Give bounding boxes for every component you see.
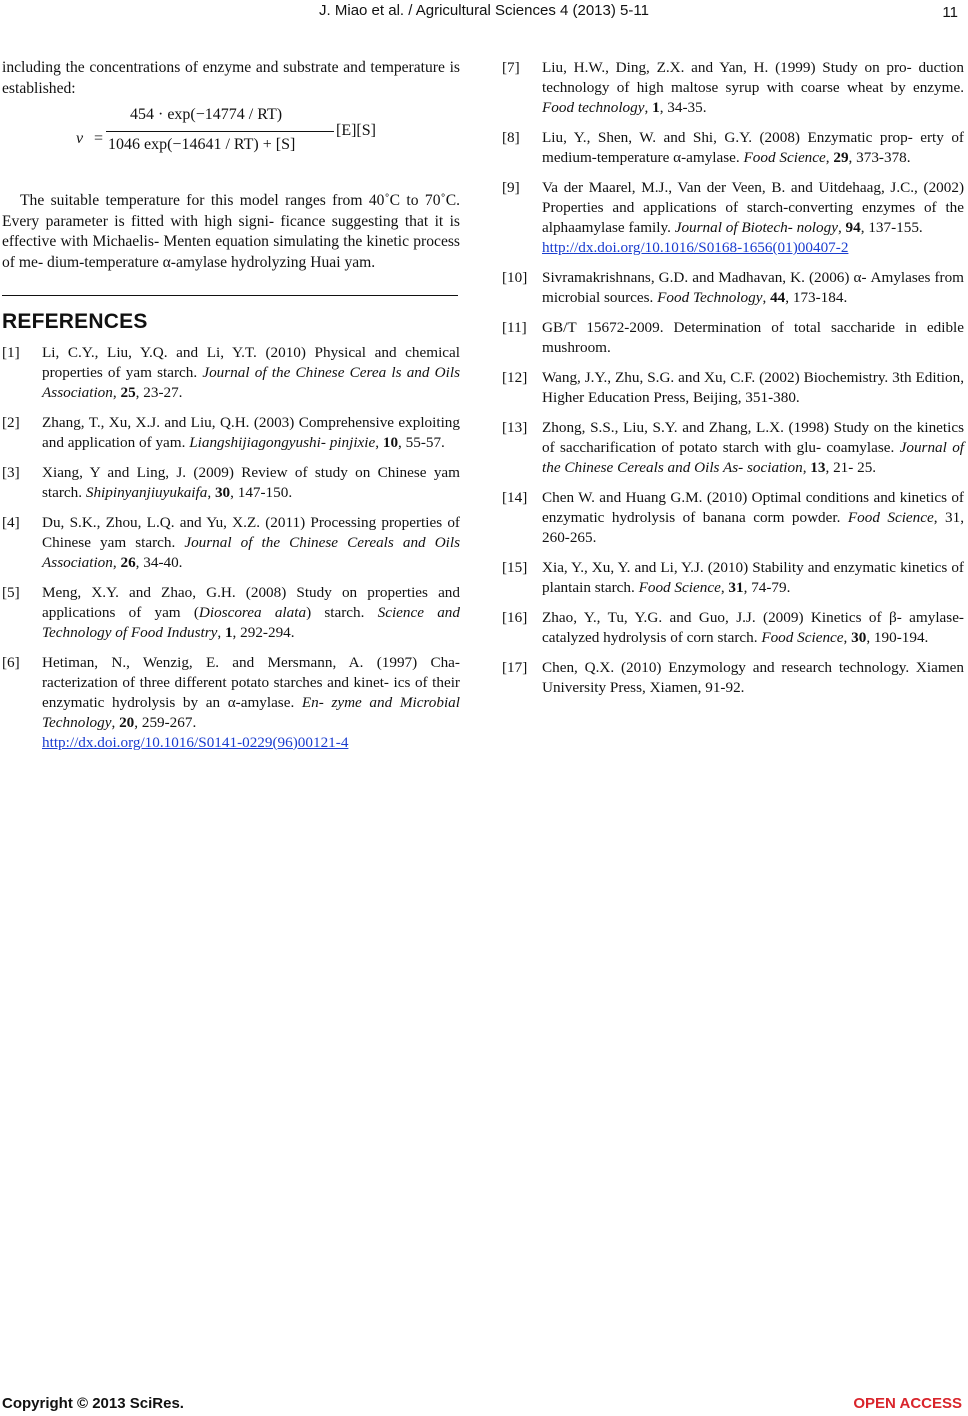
reference-pages: , 34-40.: [135, 553, 183, 571]
reference-entry: [502, 178, 964, 258]
reference-number: [16]: [502, 609, 528, 626]
reference-pages: , 23-27.: [135, 383, 183, 401]
reference-number: [6]: [2, 653, 20, 671]
rate-equation: [2, 105, 460, 179]
reference-entry: [2, 343, 460, 403]
copyright-notice: Copyright © 2013 SciRes.: [2, 1395, 184, 1412]
reference-pages: , 55-57.: [398, 433, 445, 451]
reference-volume: 25: [120, 383, 136, 401]
reference-authors-title: Sivramakrishnans, G.D. and Madhavan, K. (2006) α- Amylases from microbial sources.: [542, 269, 964, 306]
header-citation: J. Miao et al. / Agricultural Sciences 4 (2013) 5-11: [319, 2, 649, 19]
reference-entry: [502, 418, 964, 478]
reference-separator: ,: [111, 713, 120, 731]
reference-number: [1]: [2, 343, 20, 361]
reference-volume: 20: [119, 713, 135, 731]
doi-link[interactable]: http://dx.doi.org/10.1016/S0141-0229(96)00121-4: [42, 733, 349, 751]
reference-volume: 1: [652, 99, 660, 116]
equation-denominator: 1046 exp(−14641 / RT) + [S]: [108, 136, 296, 153]
running-header: [0, 2, 968, 26]
references-list-right: [502, 58, 964, 698]
reference-separator: ,: [843, 629, 852, 646]
reference-volume: 26: [120, 553, 136, 571]
page-number: 11: [942, 4, 958, 21]
reference-number: [10]: [502, 269, 528, 286]
reference-pages: , 137-155.: [860, 219, 923, 236]
reference-journal: Shipinyanjiuyukaifa: [85, 483, 208, 501]
reference-journal: Food Science: [638, 579, 721, 596]
reference-pages: , 34-35.: [659, 99, 707, 116]
reference-number: [11]: [502, 319, 527, 336]
reference-volume: 10: [382, 433, 399, 451]
reference-authors-title: Zhang, T., Xu, X.J. and Liu, Q.H. (2003) Comprehensive exploiting and application of yam.: [42, 413, 460, 451]
reference-entry: [2, 513, 460, 573]
reference-journal: En- zyme and Microbial Technology: [42, 693, 460, 731]
reference-journal: Food Science: [761, 629, 844, 646]
intro-paragraph: including the concentrations of enzyme and substrate and temperature is established:: [2, 59, 460, 97]
reference-volume: 30: [851, 629, 867, 646]
fraction-bar: [106, 131, 334, 132]
reference-separator: ,: [825, 149, 834, 166]
reference-journal: Science and Technology of Food Industry: [42, 603, 460, 641]
reference-entry: [502, 658, 964, 698]
reference-volume: 29: [833, 149, 849, 166]
reference-separator: ) starch.: [306, 603, 378, 621]
reference-pages: , 259-267.: [134, 713, 197, 731]
reference-number: [15]: [502, 559, 528, 576]
reference-authors-title: Du, S.K., Zhou, L.Q. and Yu, X.Z. (2011) Processing properties of Chinese yam starch.: [42, 513, 460, 551]
reference-number: [9]: [502, 179, 520, 196]
references-heading: REFERENCES: [2, 310, 148, 333]
reference-pages: , 373-378.: [848, 149, 911, 166]
reference-entry: [2, 463, 460, 503]
reference-entry: [502, 58, 964, 118]
references-list-left: [2, 343, 460, 753]
conclusion-paragraph: The suitable temperature for this model ranges from 40˚C to 70˚C. Every parameter is fitted with high signi- ficance suggesting that it is effective with Michaelis- Menten equation simulating the kinetic process of me- dium-temperature α-amylase hydrolyzing Huai yam.: [2, 192, 460, 271]
reference-entry: [502, 558, 964, 598]
reference-authors-title: Chen W. and Huang G.M. (2010) Optimal conditions and kinetics of enzymatic hydrolysis of banana corm powder.: [542, 489, 964, 526]
reference-number: [5]: [2, 583, 20, 601]
reference-pages: , 173-184.: [785, 289, 848, 306]
reference-entry: [502, 268, 964, 308]
equation-lhs: v: [76, 130, 84, 147]
reference-separator: ,: [112, 553, 121, 571]
reference-separator: ,: [375, 433, 383, 451]
reference-number: [7]: [502, 59, 520, 76]
reference-separator: ,: [720, 579, 729, 596]
reference-authors-title: Liu, Y., Shen, W. and Shi, G.Y. (2008) Enzymatic prop- erty of medium-temperature α-amylase.: [542, 129, 964, 166]
equation-numerator: 454 · exp(−14774 / RT): [130, 106, 283, 123]
equation-tail: [E][S]: [336, 122, 376, 139]
equation-equals: =: [94, 130, 104, 147]
reference-volume: 44: [770, 289, 786, 306]
reference-journal: Food Technology: [657, 289, 763, 306]
reference-number: [8]: [502, 129, 520, 146]
reference-authors-title: Wang, J.Y., Zhu, S.G. and Xu, C.F. (2002) Biochemistry. 3th Edition, Higher Education Press, Beijing, 351-380.: [542, 369, 964, 406]
reference-authors-title: Zhao, Y., Tu, Y.G. and Guo, J.J. (2009) Kinetics of β- amylase-catalyzed hydrolysis of corn starch.: [542, 609, 964, 646]
reference-journal: Food Science: [847, 509, 934, 526]
reference-number: [4]: [2, 513, 20, 531]
reference-separator: ,: [112, 383, 121, 401]
reference-volume: 1: [224, 623, 233, 641]
reference-separator: , 31, 260-265.: [542, 509, 965, 546]
reference-pages: , 292-294.: [232, 623, 295, 641]
open-access-label: OPEN ACCESS: [853, 1395, 962, 1412]
reference-journal: Food technology: [542, 99, 645, 116]
reference-number: [14]: [502, 489, 528, 506]
reference-volume: 13: [810, 459, 826, 476]
reference-journal: Journal of the Chinese Cereals and Oils Association: [42, 533, 461, 571]
reference-separator: ,: [207, 483, 215, 501]
reference-entry: [502, 128, 964, 168]
right-column: [502, 58, 964, 708]
left-column: [2, 58, 460, 763]
reference-authors-title: Liu, H.W., Ding, Z.X. and Yan, H. (1999) Study on pro- duction technology of high maltose syrup with coarse wheat by enzyme.: [542, 59, 964, 96]
reference-separator: ,: [644, 99, 653, 116]
reference-entry: [2, 583, 460, 643]
reference-pages: , 190-194.: [866, 629, 929, 646]
reference-journal: Dioscorea alata: [198, 603, 307, 621]
reference-journal: Journal of the Chinese Cerea ls and Oils Association: [42, 363, 460, 401]
reference-number: [17]: [502, 659, 528, 676]
reference-number: [13]: [502, 419, 528, 436]
reference-journal: Food Science: [743, 149, 826, 166]
reference-authors-title: Xia, Y., Xu, Y. and Li, Y.J. (2010) Stability and enzymatic kinetics of plantain starch.: [542, 559, 964, 596]
reference-authors-title: Hetiman, N., Wenzig, E. and Mersmann, A. (1997) Cha- racterization of three different potato starches and kinet- ics of their enzymatic hydrolysis by an α-amylase.: [42, 653, 460, 711]
reference-volume: 31: [728, 579, 744, 596]
reference-entry: [2, 413, 460, 453]
reference-pages: , 74-79.: [743, 579, 791, 596]
reference-pages: , 21- 25.: [825, 459, 877, 476]
reference-volume: 30: [214, 483, 231, 501]
reference-authors-title: Xiang, Y and Ling, J. (2009) Review of study on Chinese yam starch.: [42, 463, 460, 501]
reference-number: [12]: [502, 369, 528, 386]
reference-entry: [502, 488, 964, 548]
reference-authors-title: GB/T 15672-2009. Determination of total saccharide in edible mushroom.: [542, 319, 964, 356]
reference-authors-title: Meng, X.Y. and Zhao, G.H. (2008) Study on properties and applications of yam (: [42, 583, 460, 621]
reference-entry: [2, 653, 460, 753]
reference-pages: , 147-150.: [230, 483, 293, 501]
reference-authors-title: Chen, Q.X. (2010) Enzymology and research technology. Xiamen University Press, Xiamen, 91-92.: [542, 659, 964, 696]
reference-entry: [502, 368, 964, 408]
doi-link[interactable]: http://dx.doi.org/10.1016/S0168-1656(01)00407-2: [542, 239, 849, 256]
reference-number: [3]: [2, 463, 20, 481]
reference-journal: Journal of the Chinese Cereals and Oils As- sociation: [542, 439, 965, 476]
reference-authors-title: Va der Maarel, M.J., Van der Veen, B. and Uitdehaag, J.C., (2002) Properties and applications of starch-converting enzymes of the alphaamylase family.: [542, 179, 964, 236]
reference-entry: [502, 318, 964, 358]
reference-authors-title: Li, C.Y., Liu, Y.Q. and Li, Y.T. (2010) Physical and chemical properties of yam starch.: [42, 343, 460, 381]
reference-separator: ,: [762, 289, 771, 306]
reference-separator: ,: [802, 459, 811, 476]
reference-journal: Liangshijiagongyushi- pinjixie: [189, 433, 376, 451]
reference-authors-title: Zhong, S.S., Liu, S.Y. and Zhang, L.X. (1998) Study on the kinetics of saccharification of potato starch with glu- coamylase.: [542, 419, 964, 456]
reference-entry: [502, 608, 964, 648]
section-divider: [2, 295, 458, 296]
reference-number: [2]: [2, 413, 20, 431]
reference-separator: ,: [217, 623, 225, 641]
reference-volume: 94: [845, 219, 861, 236]
reference-journal: Journal of Biotech- nology: [674, 219, 838, 236]
reference-separator: ,: [837, 219, 846, 236]
